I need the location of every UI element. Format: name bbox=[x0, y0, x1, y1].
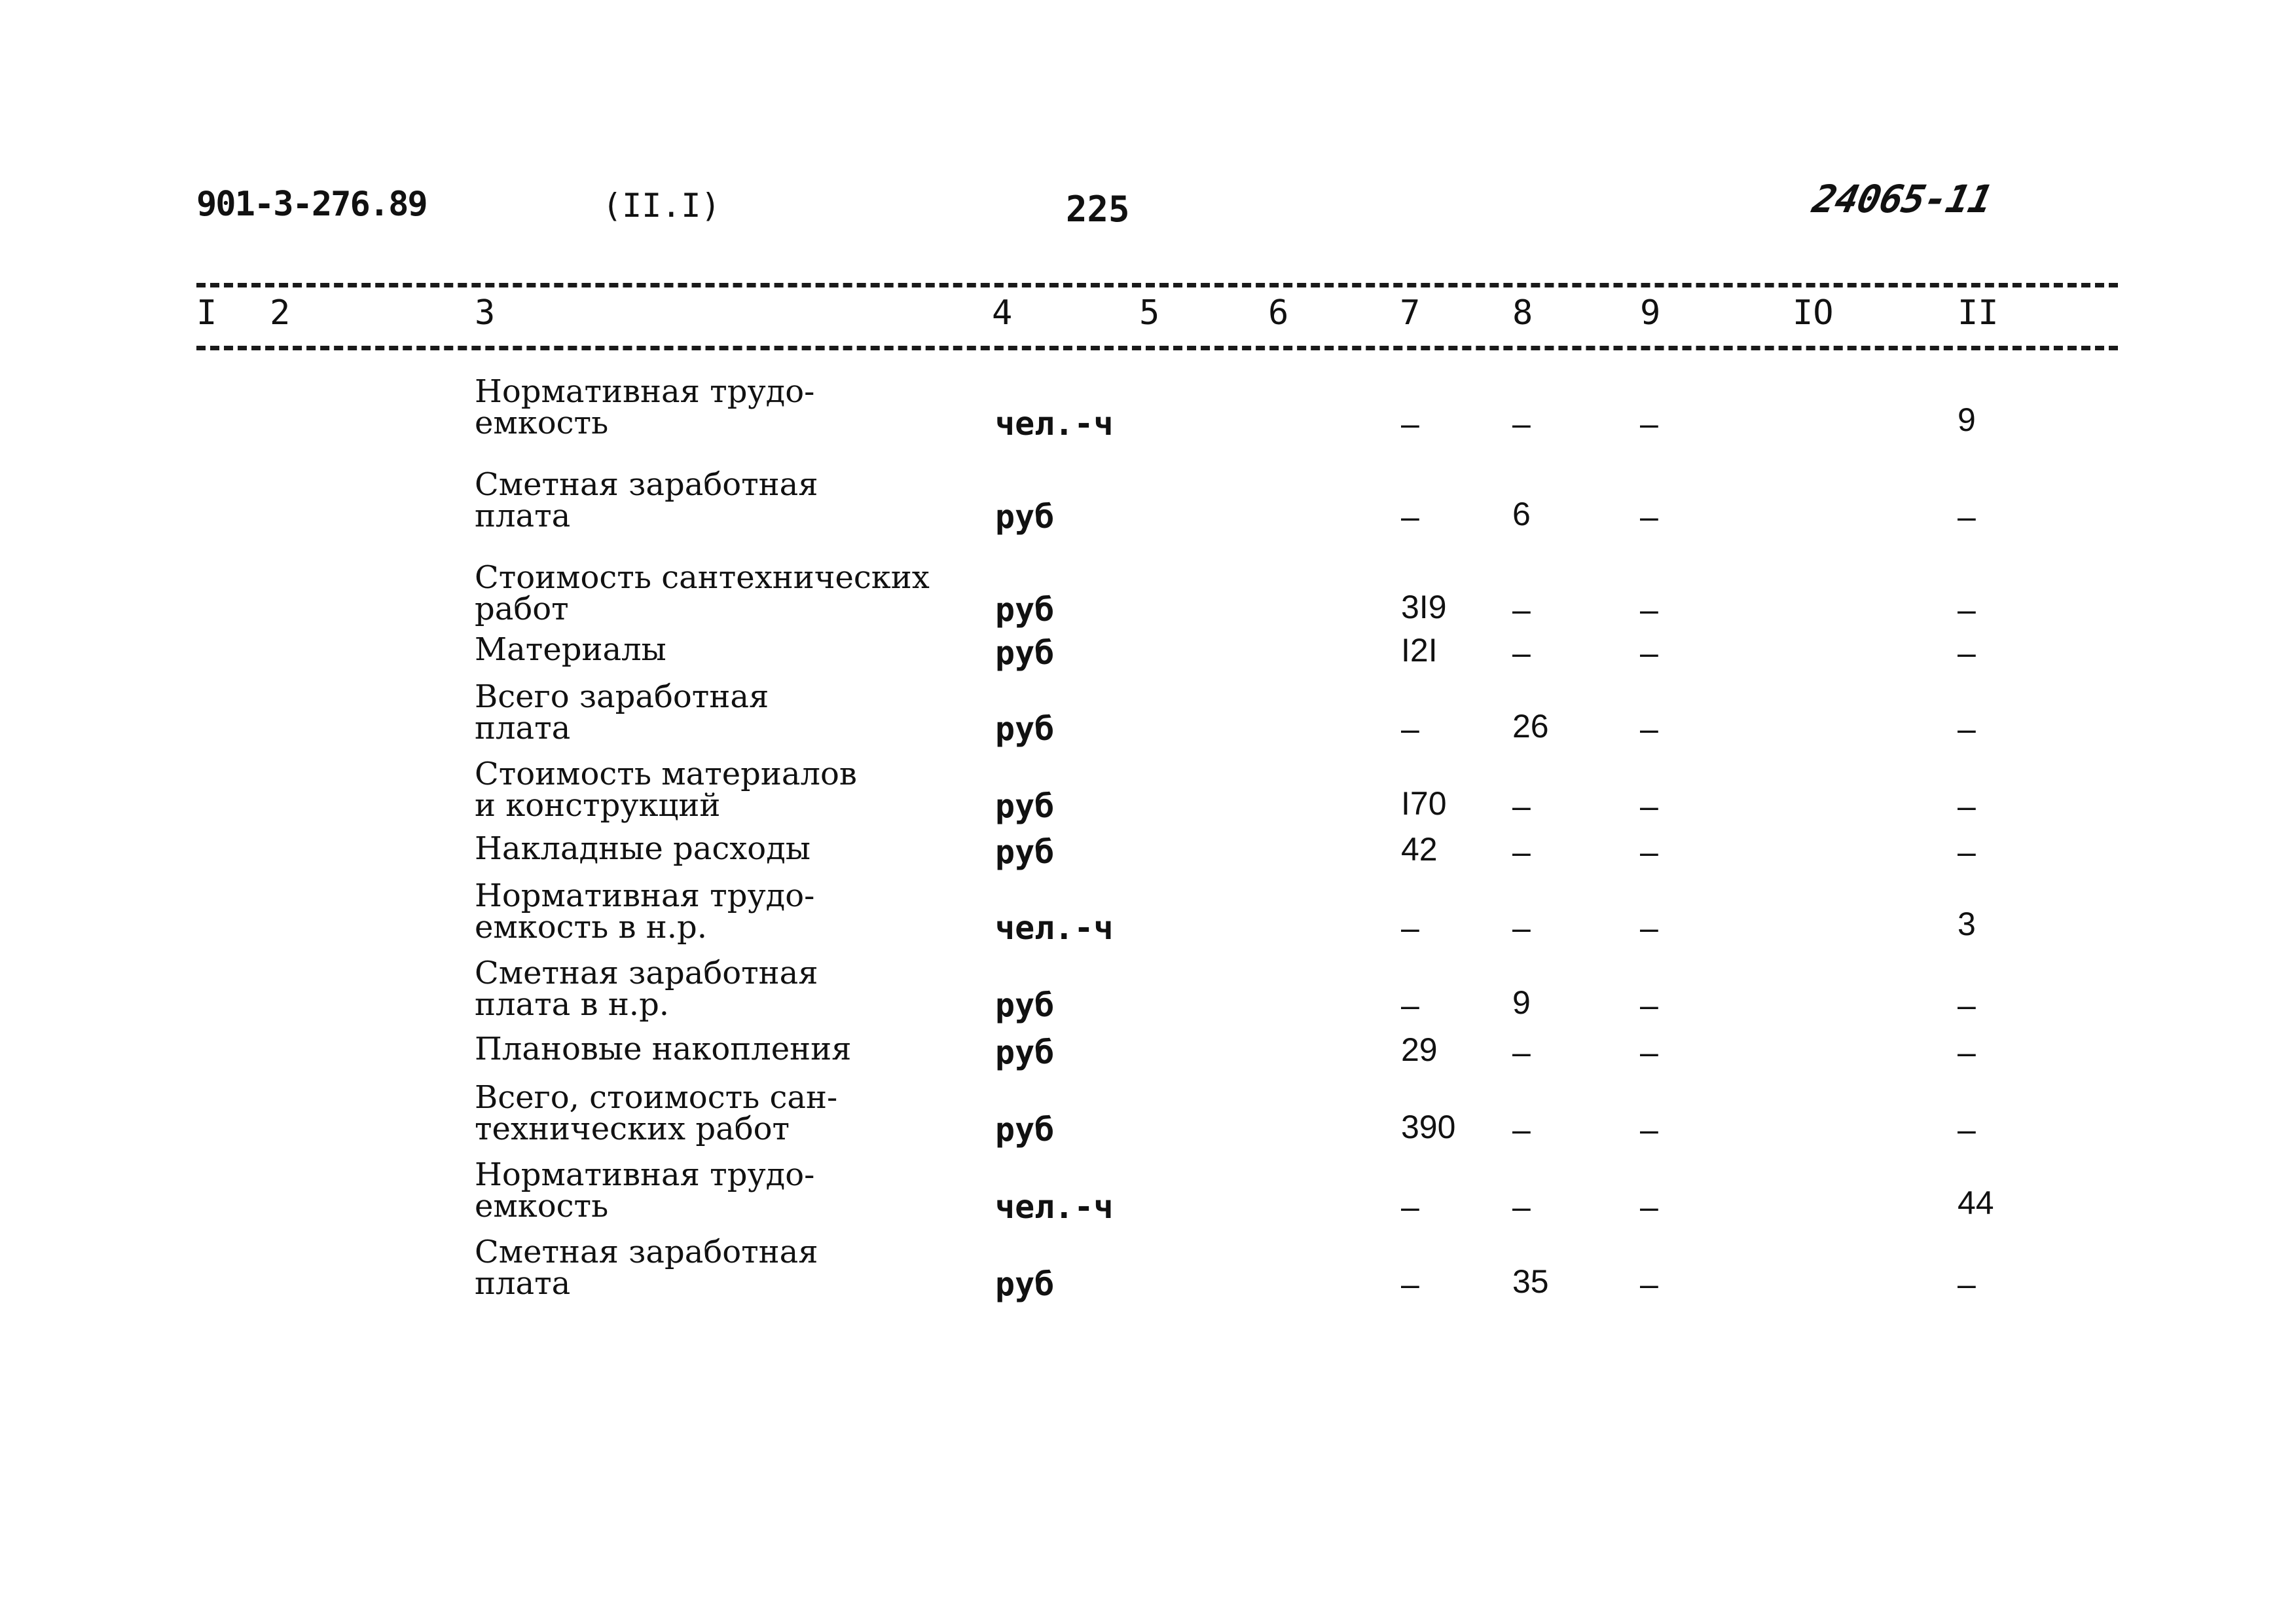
row-description: Стоимость сантехнических работ bbox=[475, 559, 930, 627]
cell-col-7: – bbox=[1401, 710, 1419, 747]
bottom-dashed-rule bbox=[196, 346, 2118, 350]
row-description: Нормативная трудо- емкость bbox=[475, 1156, 815, 1225]
row-unit: руб bbox=[995, 710, 1055, 748]
column-number: 4 bbox=[992, 293, 1013, 333]
row-unit: руб bbox=[995, 787, 1055, 825]
cell-col-7: – bbox=[1401, 498, 1419, 535]
cell-col-7: – bbox=[1401, 910, 1419, 946]
cell-col-9: – bbox=[1640, 498, 1658, 535]
cell-col-11: – bbox=[1958, 1034, 1976, 1071]
cell-col-7: 390 bbox=[1401, 1109, 1456, 1145]
cell-col-8: – bbox=[1512, 635, 1531, 671]
cell-col-7: – bbox=[1401, 987, 1419, 1024]
cell-col-7: 42 bbox=[1401, 831, 1438, 868]
row-unit: руб bbox=[995, 634, 1055, 672]
row-description: Сметная заработная плата bbox=[475, 1234, 818, 1302]
cell-col-11: – bbox=[1958, 987, 1976, 1024]
row-unit: руб bbox=[995, 591, 1055, 629]
cell-col-8: – bbox=[1512, 1034, 1531, 1071]
column-number: IO bbox=[1793, 293, 1834, 333]
row-unit: руб bbox=[995, 1033, 1055, 1071]
cell-col-8: – bbox=[1512, 591, 1531, 628]
cell-col-8: – bbox=[1512, 834, 1531, 870]
document-code: 901-3-276.89 bbox=[196, 185, 427, 224]
cell-col-8: 35 bbox=[1512, 1263, 1549, 1300]
row-description: Всего, стоимость сан- технических работ bbox=[475, 1079, 838, 1147]
column-number: 7 bbox=[1400, 293, 1421, 333]
row-unit: руб bbox=[995, 498, 1055, 536]
column-number: 9 bbox=[1640, 293, 1661, 333]
row-unit: руб bbox=[995, 1265, 1055, 1303]
row-unit: руб bbox=[995, 986, 1055, 1024]
cell-col-7: – bbox=[1401, 1189, 1419, 1225]
row-description: Нормативная трудо- емкость bbox=[475, 373, 815, 441]
column-number: I bbox=[196, 293, 217, 333]
cell-col-9: – bbox=[1640, 910, 1658, 946]
row-description: Всего заработная плата bbox=[475, 678, 769, 747]
row-description: Сметная заработная плата в н.р. bbox=[475, 955, 818, 1023]
archive-number: 24065-11 bbox=[1808, 177, 1996, 221]
cell-col-11: – bbox=[1958, 834, 1976, 870]
cell-col-11: – bbox=[1958, 788, 1976, 824]
cell-col-11: 3 bbox=[1958, 906, 1976, 942]
cell-col-11: – bbox=[1958, 591, 1976, 628]
cell-col-8: – bbox=[1512, 1111, 1531, 1148]
cell-col-7: I70 bbox=[1401, 785, 1447, 822]
cell-col-11: 9 bbox=[1958, 401, 1976, 438]
section-reference: (II.I) bbox=[602, 187, 721, 225]
cell-col-9: – bbox=[1640, 834, 1658, 870]
cell-col-8: 9 bbox=[1512, 984, 1531, 1021]
cell-col-8: – bbox=[1512, 1189, 1531, 1225]
column-number: 2 bbox=[270, 293, 291, 333]
row-unit: руб bbox=[995, 1111, 1055, 1149]
cell-col-9: – bbox=[1640, 1189, 1658, 1225]
row-description: Сметная заработная плата bbox=[475, 466, 818, 534]
cell-col-11: – bbox=[1958, 1266, 1976, 1302]
cell-col-9: – bbox=[1640, 591, 1658, 628]
cell-col-7: – bbox=[1401, 405, 1419, 442]
page-number: 225 bbox=[1066, 189, 1130, 230]
cell-col-11: 44 bbox=[1958, 1185, 1994, 1221]
cell-col-11: – bbox=[1958, 635, 1976, 671]
cell-col-8: – bbox=[1512, 910, 1531, 946]
cell-col-8: 6 bbox=[1512, 496, 1531, 532]
row-description: Накладные расходы bbox=[475, 830, 811, 867]
cell-col-7: 29 bbox=[1401, 1031, 1438, 1068]
cell-col-7: – bbox=[1401, 1266, 1419, 1302]
cell-col-8: – bbox=[1512, 405, 1531, 442]
column-number: 8 bbox=[1512, 293, 1533, 333]
column-number: 6 bbox=[1268, 293, 1289, 333]
row-description: Плановые накопления bbox=[475, 1031, 852, 1067]
cell-col-9: – bbox=[1640, 1111, 1658, 1148]
column-number: 3 bbox=[475, 293, 496, 333]
row-unit: чел.-ч bbox=[995, 405, 1114, 443]
cell-col-8: – bbox=[1512, 788, 1531, 824]
cell-col-9: – bbox=[1640, 788, 1658, 824]
column-number: II bbox=[1958, 293, 1999, 333]
row-unit: руб bbox=[995, 833, 1055, 871]
cell-col-9: – bbox=[1640, 1034, 1658, 1071]
cell-col-9: – bbox=[1640, 987, 1658, 1024]
cell-col-8: 26 bbox=[1512, 708, 1549, 745]
cell-col-11: – bbox=[1958, 710, 1976, 747]
column-number: 5 bbox=[1139, 293, 1160, 333]
cell-col-9: – bbox=[1640, 405, 1658, 442]
cell-col-7: 3I9 bbox=[1401, 589, 1447, 625]
cell-col-11: – bbox=[1958, 498, 1976, 535]
cell-col-9: – bbox=[1640, 635, 1658, 671]
cell-col-7: I2I bbox=[1401, 632, 1438, 669]
row-unit: чел.-ч bbox=[995, 1188, 1114, 1226]
row-unit: чел.-ч bbox=[995, 909, 1114, 947]
row-description: Стоимость материалов и конструкций bbox=[475, 756, 857, 824]
cell-col-9: – bbox=[1640, 1266, 1658, 1302]
cell-col-11: – bbox=[1958, 1111, 1976, 1148]
row-description: Материалы bbox=[475, 631, 666, 668]
cell-col-9: – bbox=[1640, 710, 1658, 747]
row-description: Нормативная трудо- емкость в н.р. bbox=[475, 877, 815, 946]
top-dashed-rule bbox=[196, 283, 2118, 287]
